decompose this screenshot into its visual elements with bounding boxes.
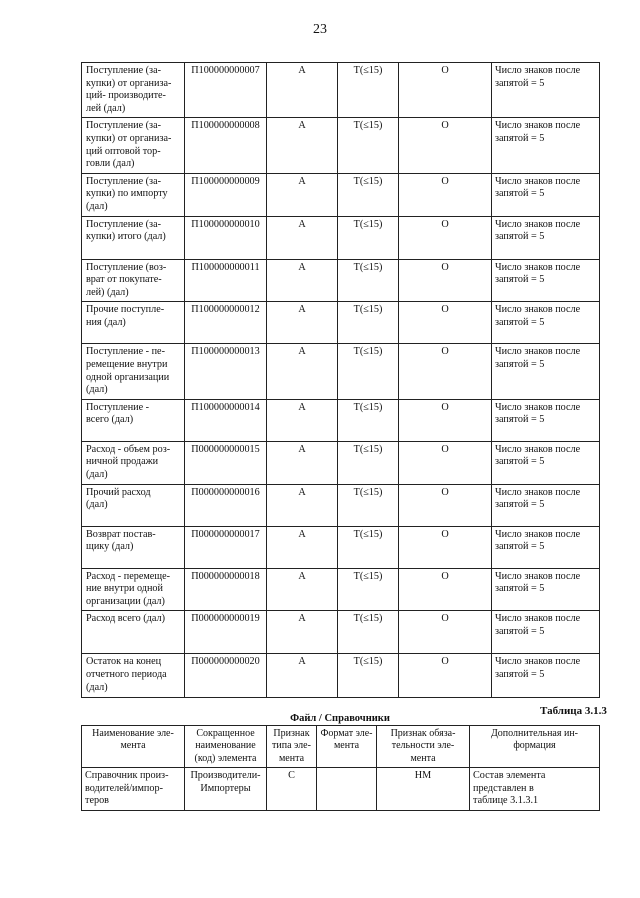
element-required: О (399, 654, 492, 698)
element-name: Расход - перемеще- ние внутри одной организации (дал) (82, 568, 185, 611)
element-code: П100000000013 (185, 344, 267, 399)
table-row (82, 441, 600, 484)
element-type: А (267, 568, 338, 611)
column-header: Сокращенное наименование (код) элемента (185, 726, 267, 768)
element-info: Число знаков после запятой = 5 (492, 568, 600, 611)
element-format: Т(≤15) (338, 344, 399, 399)
reference-table-body (82, 768, 600, 811)
element-code: П100000000008 (185, 118, 267, 173)
element-type: А (267, 526, 338, 568)
element-info: Состав элемента представлен в таблице 3.1.3.1 (470, 768, 600, 811)
table-row (82, 344, 600, 399)
table-row (82, 173, 600, 216)
element-required: О (399, 484, 492, 526)
table-row (82, 118, 600, 173)
element-required: О (399, 259, 492, 302)
element-name: Поступление - пе- ремещение внутри одной организации (дал) (82, 344, 185, 399)
element-type: С (267, 768, 317, 811)
reference-header-row (82, 726, 600, 768)
table-row (82, 611, 600, 654)
element-info: Число знаков после запятой = 5 (492, 259, 600, 302)
element-info: Число знаков после запятой = 5 (492, 654, 600, 698)
element-type: А (267, 441, 338, 484)
element-info: Число знаков после запятой = 5 (492, 441, 600, 484)
element-required: О (399, 216, 492, 259)
element-required: О (399, 611, 492, 654)
element-name: Поступление (за- купки) от организа- ций- производите- лей (дал) (82, 63, 185, 118)
element-name: Справочник произ- водителей/импор- теров (82, 768, 185, 811)
element-format: Т(≤15) (338, 399, 399, 441)
element-info: Число знаков после запятой = 5 (492, 399, 600, 441)
element-format: Т(≤15) (338, 654, 399, 698)
element-info: Число знаков после запятой = 5 (492, 118, 600, 173)
element-info: Число знаков после запятой = 5 (492, 63, 600, 118)
element-format: Т(≤15) (338, 259, 399, 302)
element-name: Остаток на конец отчетного периода (дал) (82, 654, 185, 698)
element-type: А (267, 302, 338, 344)
table-row (82, 63, 600, 118)
element-required: О (399, 302, 492, 344)
table-row (82, 654, 600, 698)
element-format: Т(≤15) (338, 173, 399, 216)
element-format: Т(≤15) (338, 302, 399, 344)
element-required: О (399, 568, 492, 611)
element-code: П100000000007 (185, 63, 267, 118)
element-info: Число знаков после запятой = 5 (492, 216, 600, 259)
element-info: Число знаков после запятой = 5 (492, 526, 600, 568)
element-format: Т(≤15) (338, 216, 399, 259)
element-code: Производители- Импортеры (185, 768, 267, 811)
page-number: 23 (313, 22, 327, 37)
element-name: Поступление - всего (дал) (82, 399, 185, 441)
column-header: Наименование эле- мента (82, 726, 185, 768)
reference-table (81, 725, 600, 811)
table-row (82, 484, 600, 526)
element-format: Т(≤15) (338, 118, 399, 173)
element-code: П100000000009 (185, 173, 267, 216)
table-row (82, 568, 600, 611)
table-row (82, 768, 600, 811)
element-format (317, 768, 377, 811)
element-required: НМ (377, 768, 470, 811)
column-header: Признак обяза- тельности эле- мента (377, 726, 470, 768)
element-name: Поступление (воз- врат от покупате- лей) (дал) (82, 259, 185, 302)
element-name: Прочие поступле- ния (дал) (82, 302, 185, 344)
element-required: О (399, 173, 492, 216)
element-name: Расход всего (дал) (82, 611, 185, 654)
element-type: А (267, 399, 338, 441)
element-code: П000000000015 (185, 441, 267, 484)
element-required: О (399, 63, 492, 118)
element-required: О (399, 526, 492, 568)
element-info: Число знаков после запятой = 5 (492, 484, 600, 526)
element-required: О (399, 118, 492, 173)
element-type: А (267, 173, 338, 216)
element-code: П100000000011 (185, 259, 267, 302)
element-name: Прочий расход (дал) (82, 484, 185, 526)
element-format: Т(≤15) (338, 441, 399, 484)
element-format: Т(≤15) (338, 63, 399, 118)
element-required: О (399, 441, 492, 484)
element-type: А (267, 344, 338, 399)
element-name: Поступление (за- купки) от организа- ций оптовой тор- говли (дал) (82, 118, 185, 173)
main-table (81, 62, 600, 698)
table-row (82, 302, 600, 344)
element-name: Поступление (за- купки) по импорту (дал) (82, 173, 185, 216)
element-type: А (267, 484, 338, 526)
column-header: Формат эле- мента (317, 726, 377, 768)
element-code: П000000000018 (185, 568, 267, 611)
element-info: Число знаков после запятой = 5 (492, 344, 600, 399)
element-required: О (399, 399, 492, 441)
table-row (82, 259, 600, 302)
element-code: П000000000016 (185, 484, 267, 526)
element-name: Поступление (за- купки) итого (дал) (82, 216, 185, 259)
element-code: П000000000019 (185, 611, 267, 654)
element-code: П000000000020 (185, 654, 267, 698)
element-format: Т(≤15) (338, 484, 399, 526)
element-code: П000000000017 (185, 526, 267, 568)
element-code: П100000000014 (185, 399, 267, 441)
element-type: А (267, 611, 338, 654)
element-code: П100000000010 (185, 216, 267, 259)
element-name: Расход - объем роз- ничной продажи (дал) (82, 441, 185, 484)
element-info: Число знаков после запятой = 5 (492, 611, 600, 654)
column-header: Признак типа эле- мента (267, 726, 317, 768)
table-row (82, 216, 600, 259)
element-type: А (267, 63, 338, 118)
element-type: А (267, 216, 338, 259)
element-type: А (267, 654, 338, 698)
main-table-body (82, 63, 600, 698)
element-format: Т(≤15) (338, 611, 399, 654)
element-type: А (267, 259, 338, 302)
table-row (82, 526, 600, 568)
element-code: П100000000012 (185, 302, 267, 344)
element-format: Т(≤15) (338, 568, 399, 611)
element-format: Т(≤15) (338, 526, 399, 568)
element-name: Возврат постав- щику (дал) (82, 526, 185, 568)
table-row (82, 399, 600, 441)
element-type: А (267, 118, 338, 173)
column-header: Дополнительная ин- формация (470, 726, 600, 768)
element-info: Число знаков после запятой = 5 (492, 302, 600, 344)
element-required: О (399, 344, 492, 399)
reference-title: Файл / Справочники (290, 713, 390, 724)
table-caption: Таблица 3.1.3 (540, 705, 607, 717)
element-info: Число знаков после запятой = 5 (492, 173, 600, 216)
